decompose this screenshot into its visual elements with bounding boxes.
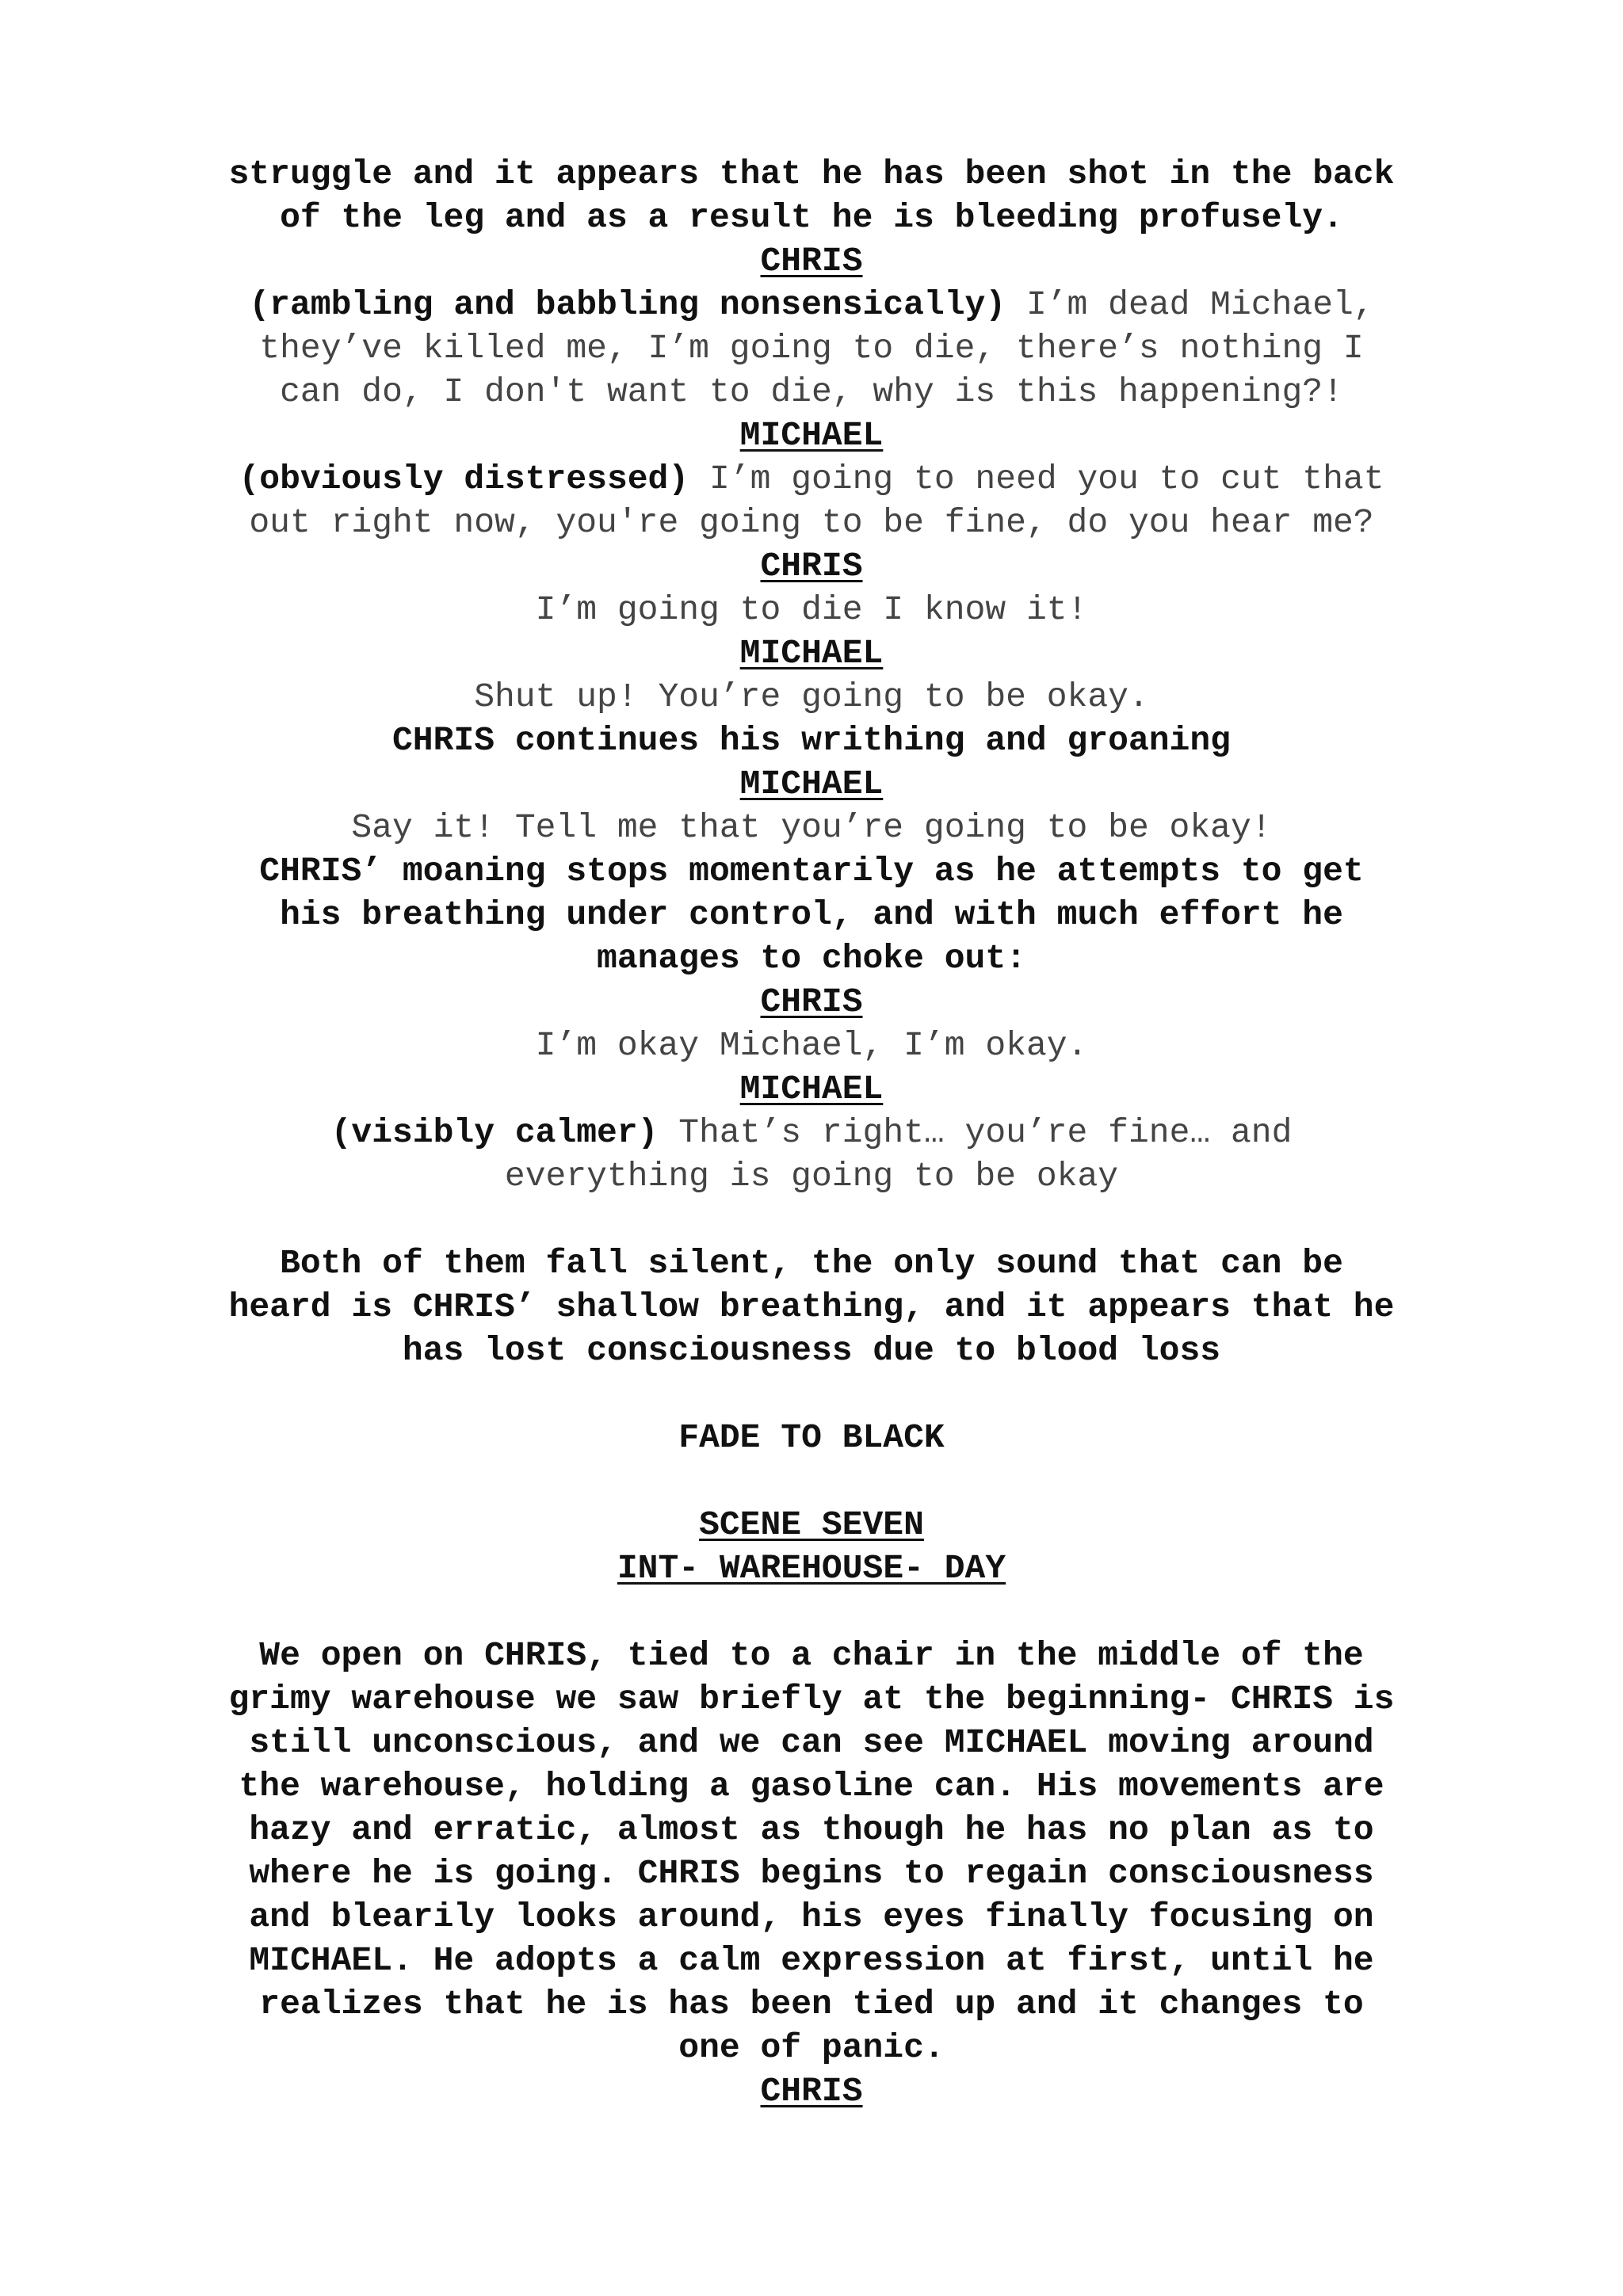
character-name: MICHAEL [739, 634, 884, 673]
scene-heading [151, 1547, 1472, 1590]
action-line [151, 1939, 1472, 1982]
action-line [151, 719, 1472, 762]
character-cue [151, 414, 1472, 457]
character-cue [151, 239, 1472, 283]
action-text: the warehouse, holding a gasoline can. His movements are [239, 1767, 1384, 1806]
parenthetical: (obviously distressed) [239, 460, 689, 498]
dialogue-line [151, 501, 1472, 544]
parenthetical: (visibly calmer) [330, 1113, 659, 1152]
dialogue-line [151, 370, 1472, 414]
blank-line [151, 1590, 1472, 1634]
dialogue-text: I’m okay Michael, I’m okay. [535, 1026, 1088, 1065]
action-line [151, 1764, 1472, 1808]
action-line [151, 936, 1472, 980]
action-line [151, 1677, 1472, 1721]
dialogue-line [151, 1024, 1472, 1067]
action-text: one of panic. [678, 2028, 945, 2067]
blank-line [151, 1459, 1472, 1503]
scene-heading-text: SCENE SEVEN [699, 1505, 924, 1544]
action-text: MICHAEL. He adopts a calm expression at first, until he [249, 1941, 1374, 1980]
action-text: We open on CHRIS, tied to a chair in the middle of the [259, 1636, 1364, 1675]
action-text: realizes that he is has been tied up and it changes to [259, 1985, 1364, 2023]
action-text: heard is CHRIS’ shallow breathing, and it appears that he [228, 1287, 1395, 1326]
character-name: MICHAEL [739, 765, 884, 803]
action-line [151, 2026, 1472, 2069]
dialogue-line-with-parenthetical [151, 1111, 1472, 1154]
dialogue-line-with-parenthetical [151, 457, 1472, 501]
action-text: his breathing under control, and with much effort he [280, 895, 1343, 934]
blank-line [151, 1198, 1472, 1241]
character-name: CHRIS [760, 982, 863, 1021]
action-text: grimy warehouse we saw briefly at the beginning- CHRIS is [228, 1680, 1395, 1718]
action-text: FADE TO BLACK [678, 1418, 945, 1457]
action-line [151, 1634, 1472, 1677]
dialogue-line [151, 1154, 1472, 1198]
character-name: MICHAEL [739, 416, 884, 455]
action-text: CHRIS continues his writhing and groaning [392, 721, 1231, 760]
action-line [151, 1721, 1472, 1764]
character-cue [151, 631, 1472, 675]
character-name: MICHAEL [739, 1070, 884, 1108]
action-line [151, 849, 1472, 893]
dialogue-line-with-parenthetical [151, 283, 1472, 326]
dialogue-line [151, 806, 1472, 849]
dialogue-text: I’m dead Michael, [1006, 285, 1374, 324]
scene-heading [151, 1503, 1472, 1547]
dialogue-text: can do, I don't want to die, why is this happening?! [280, 372, 1343, 411]
dialogue-line [151, 588, 1472, 631]
action-line [151, 1241, 1472, 1285]
action-text: has lost consciousness due to blood loss [402, 1331, 1221, 1370]
screenplay-page [151, 152, 1472, 2113]
blank-line [151, 1372, 1472, 1416]
dialogue-text: everything is going to be okay [504, 1157, 1119, 1196]
action-text: still unconscious, and we can see MICHAEL moving around [249, 1723, 1374, 1762]
character-cue [151, 2069, 1472, 2113]
action-text: struggle and it appears that he has been shot in the back [228, 154, 1395, 193]
dialogue-text: out right now, you're going to be fine, do you hear me? [249, 503, 1374, 542]
action-text: Both of them fall silent, the only sound that can be [280, 1244, 1343, 1283]
action-text: and blearily looks around, his eyes finally focusing on [249, 1897, 1374, 1936]
parenthetical: (rambling and babbling nonsensically) [249, 285, 1006, 324]
action-text: hazy and erratic, almost as though he has no plan as to [249, 1810, 1374, 1849]
dialogue-text: I’m going to die I know it! [535, 590, 1088, 629]
action-line [151, 152, 1472, 196]
character-name: CHRIS [760, 242, 863, 280]
character-cue [151, 980, 1472, 1024]
dialogue-text: Shut up! You’re going to be okay. [474, 677, 1149, 716]
action-line [151, 1852, 1472, 1895]
dialogue-line [151, 326, 1472, 370]
action-line [151, 196, 1472, 239]
action-line [151, 1895, 1472, 1939]
action-line [151, 1808, 1472, 1852]
action-line [151, 1285, 1472, 1329]
dialogue-text: I’m going to need you to cut that [689, 460, 1384, 498]
action-line [151, 1982, 1472, 2026]
action-line [151, 1416, 1472, 1459]
dialogue-text: Say it! Tell me that you’re going to be okay! [351, 808, 1272, 847]
action-line [151, 893, 1472, 936]
scene-heading-text: INT- WAREHOUSE- DAY [617, 1549, 1006, 1588]
dialogue-text: That’s right… you’re fine… and [658, 1113, 1293, 1152]
action-text: where he is going. CHRIS begins to regain consciousness [249, 1854, 1374, 1893]
dialogue-text: they’ve killed me, I’m going to die, there’s nothing I [259, 329, 1364, 368]
character-name: CHRIS [760, 547, 863, 585]
character-cue [151, 1067, 1472, 1111]
action-text: CHRIS’ moaning stops momentarily as he attempts to get [259, 852, 1364, 891]
action-text: manages to choke out: [597, 939, 1026, 978]
character-name: CHRIS [760, 2072, 863, 2111]
character-cue [151, 544, 1472, 588]
action-line [151, 1329, 1472, 1372]
character-cue [151, 762, 1472, 806]
action-text: of the leg and as a result he is bleeding profusely. [280, 198, 1343, 237]
dialogue-line [151, 675, 1472, 719]
